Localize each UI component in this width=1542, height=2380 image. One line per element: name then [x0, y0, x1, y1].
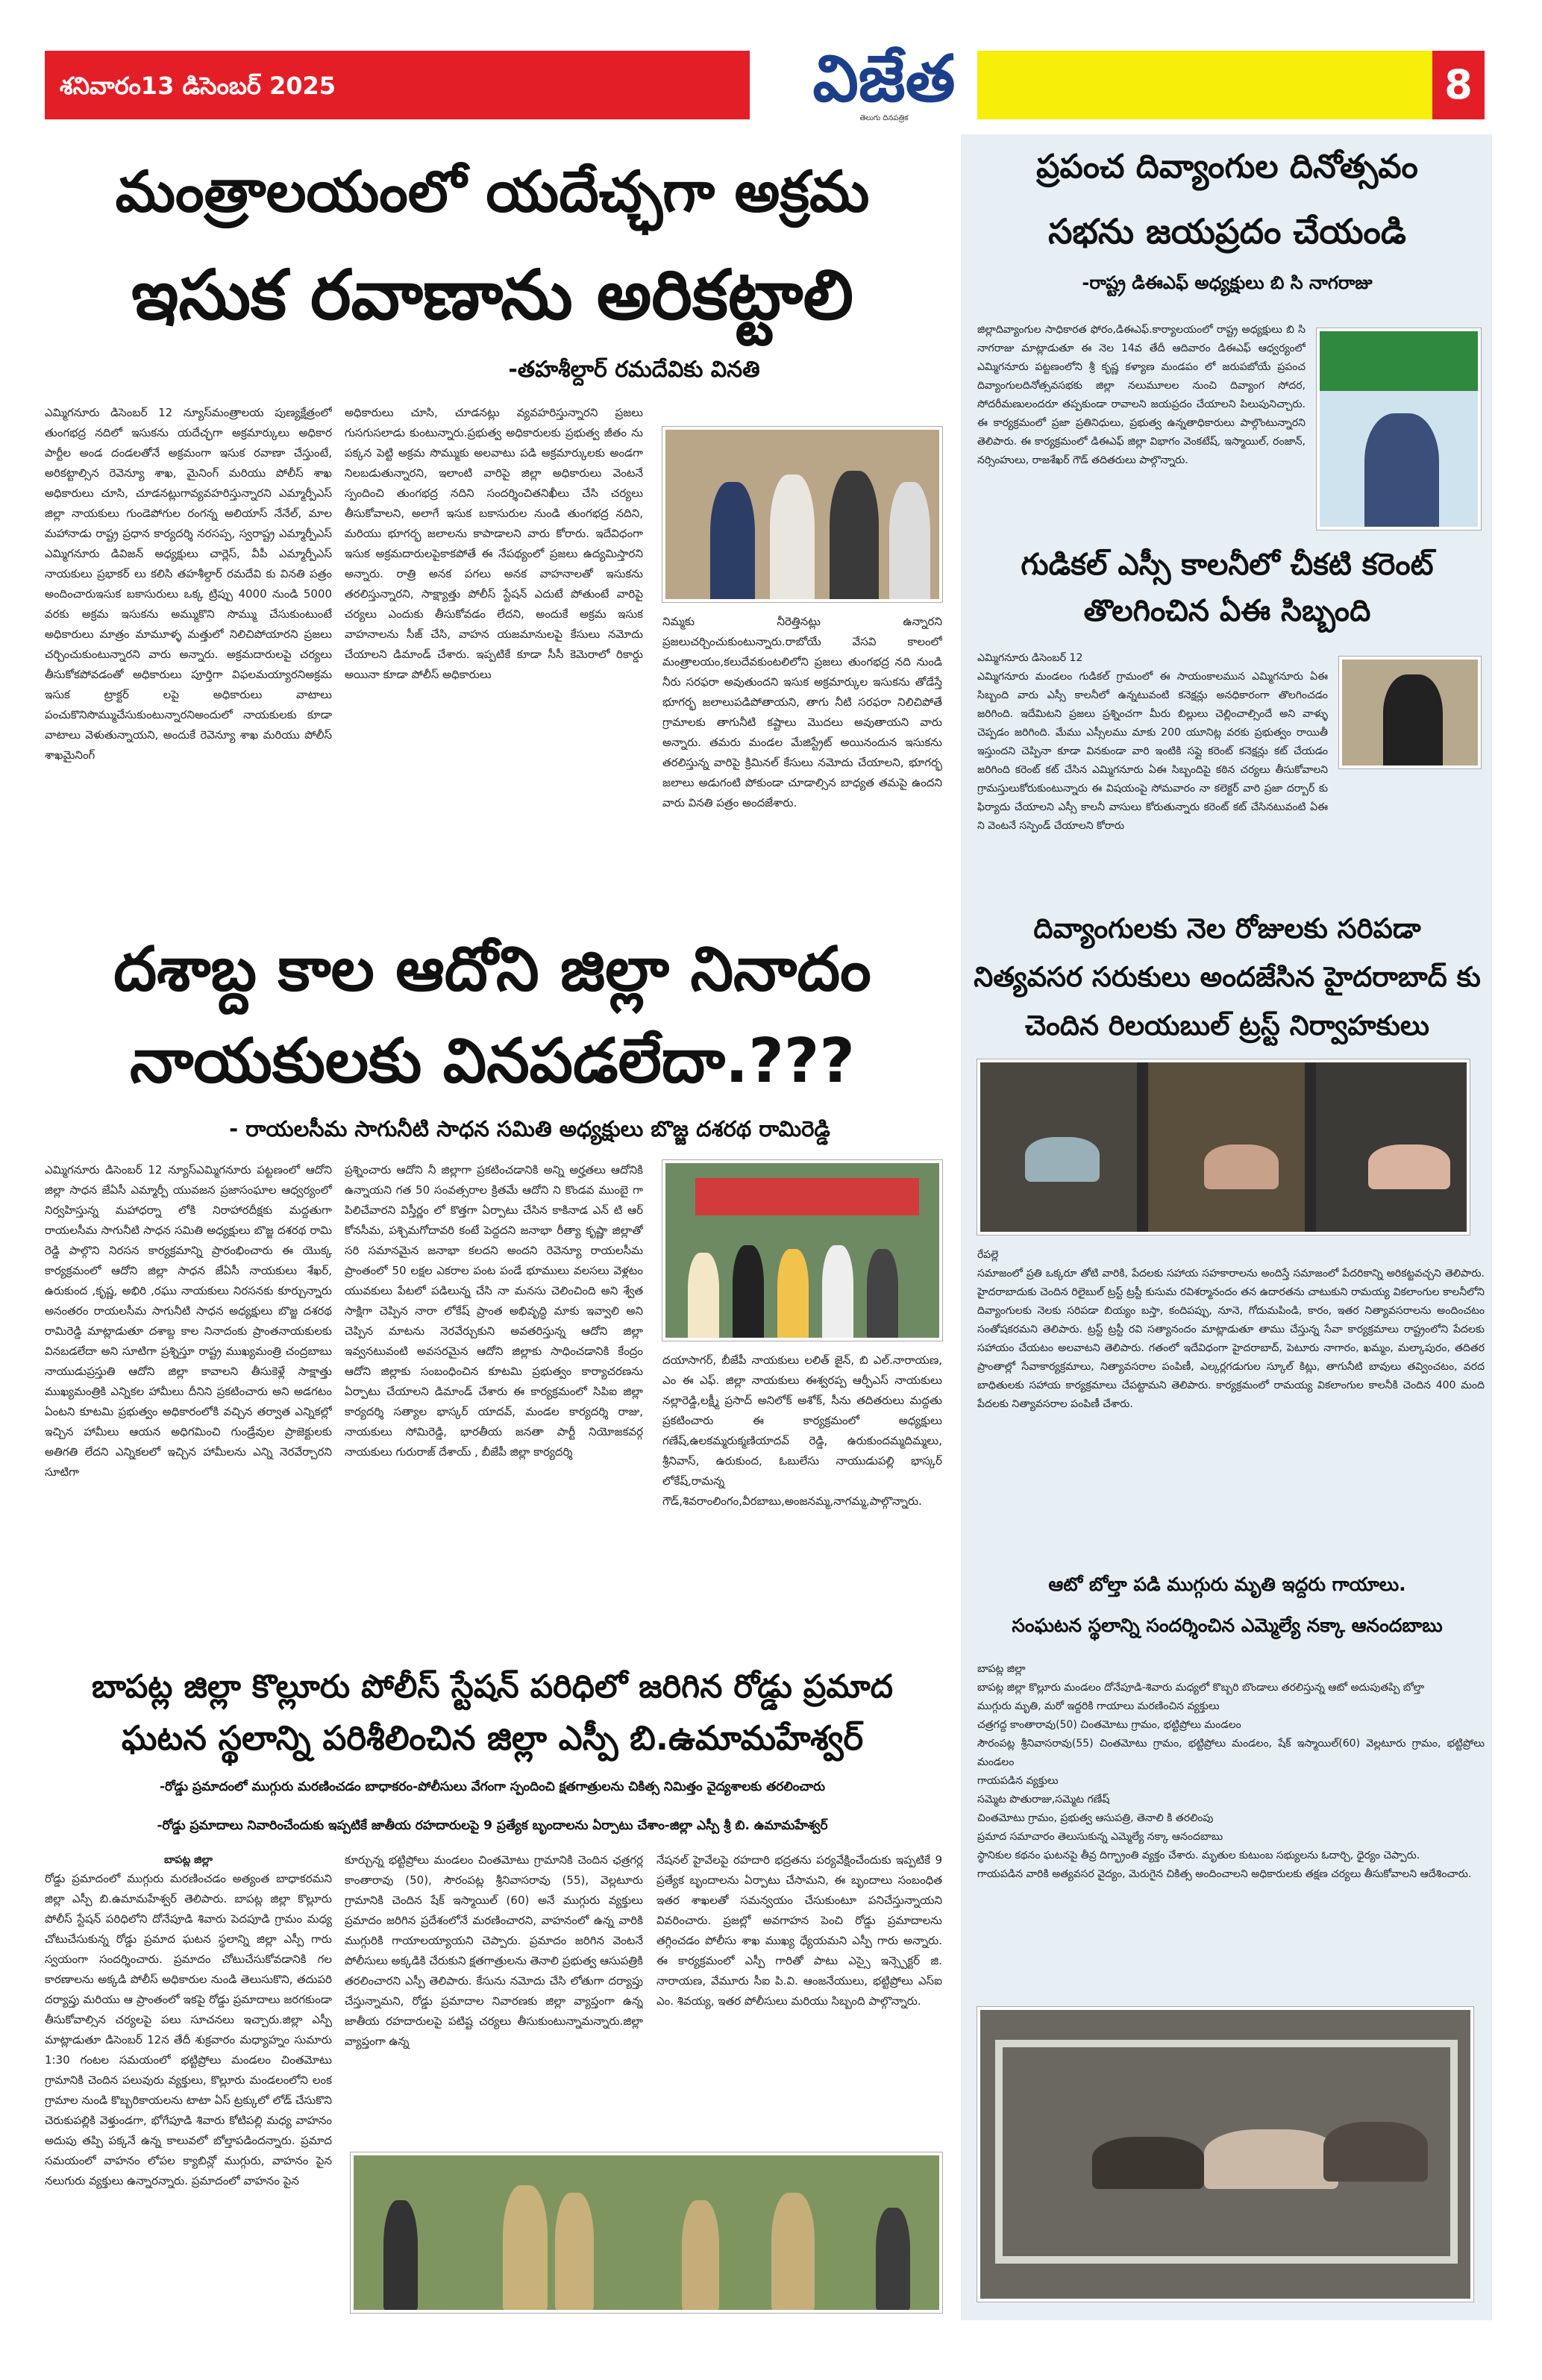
- article3-photo: [351, 2152, 942, 2313]
- article3-deck1: -రోడ్డు ప్రమాదంలో ముగ్గురు మరణించడం బాధాకరం-పోలీసులు వేగంగా స్పందించి క్షతగాత్రులను చికిత్స నిమిత్తం వైద్యశాలకు తరలించారు: [159, 1779, 826, 1794]
- article2-body-col2: ప్రశ్నించారు ఆదోని నీ జిల్లాగా ప్రకటించడానికి అన్ని అర్హతలు ఆదోనికి ఉన్నాయని గత 50 సంవత్సరాల క్రితమే ఆదోని ని కొండవ ముంబై గా పిలిచేవారని విస్తీర్ణం లో కొత్తగా ఏర్పాటు చేసిన కాకినాడ ఎన్ టి ఆర్ కోనసీమ, పశ్చిమగోదావరి కంటే పెద్దదని జనాభా రీత్యా కృష్ణా జిల్లాతో సరి సమానమైన జనాభా కలదని అందని రెవెన్యూ రాయలసీమ ప్రాంతంలో 50 లక్షల ఎకరాల పంట పండే భూములు వలసలు వెళ్లటం యువకులు పేటలో పడిలున్న చేసి నా మనసు చెలించింది అని శ్వేత సాక్షిగా చెప్పిన నారా లోకేష్ ప్రాంత అభివృద్ధి మాకు ఇవ్వాలి అని చెప్పిన మాటను నెరవేర్చుకుని అవతరిస్తున్న ఆదోని జిల్లా ఇవ్వనటువంటి అవసరమైన ఆదోని జిల్లాకు సాధించడానికి కేంద్రం ఆదోని జిల్లాకు సంబంధించిన కూటమి ప్రభుత్వం కార్యాచరణను ఏర్పాటు చేయాలని డిమాండ్ చేశారు ఈ కార్యక్రమంలో సిపిఐ జిల్లా కార్యదర్శి సత్యాల భాస్కర్ యాదవ్, మండల కార్యదర్శి రాజు, నాయకులు సోమిరెడ్డి, భారతీయ జనతా పార్టీ నియోజకవర్గ నాయకులు గురురాజ్ దేశాయ్ , బీజేపీ జిల్లా కార్యదర్శి: [345, 1163, 643, 1459]
- sidebar-story4-body: బాపట్ల జిల్లా బాపట్ల జిల్లా కొల్లూరు మండలం దోనేపూడి-శివారు మధ్యలో కొబ్బరి బొండాలు తరలిస్తున్న ఆటో అదుపుతప్పి బోల్తా ముగ్గురు మృతి, మరో ఇద్దరికి గాయాలు మరణించిన వ్యక్తులు చత్రగద్ద కాంతారావు(50) చింతమోటు గ్రామం, భట్టిప్రోలు మండలం సౌరంపట్ల శ్రీనివాసరావు(55) చింతమోటు గ్రామం, భట్టిప్రోలు మండలం, షేక్ ఇస్మాయిల్(60) వెల్లటూరు గ్రామం, భట్టిప్రోలు మండలం గాయపడిన వ్యక్తులు సమ్మెట పొతురాజు,సమ్మెట గణేష్ చింతమోటు గ్రామం, ప్రభుత్వ ఆసుపత్రి, తెనాలి కి తరలింపు ప్రమాద సమాచారం తెలుసుకున్న ఎమ్మెల్యే నక్కా ఆనందబాబు స్థానికుల కథనం ఘటనపై తీవ్ర దిగ్భ్రాంతి వ్యక్తం చేశారు. మృతుల కుటుంబ సభ్యులను ఓదార్చి, ధైర్యం చెప్పారు. గాయపడిన వారికి అత్యవసర వైద్యం, మెరుగైన చికిత్స అందించాలని అధికారులకు తక్షణ చర్యలు తీసుకోవాలని ఆదేశించారు.: [977, 1663, 1485, 1880]
- sidebar-story3-headline-line3: చెందిన రిలయబుల్ ట్రస్ట్ నిర్వాహకులు: [1025, 1009, 1429, 1042]
- masthead-yellow-band: [977, 51, 1432, 119]
- article1-body-col1: ఎమ్మిగనూరు డిసెంబర్ 12 న్యూస్‌మంత్రాలయ పుణ్యక్షేత్రంలో తుంగభద్ర నదిలో ఇసుకను యదేచ్ఛగా అక్రమార్కులు అధికార పార్టీల అండ దండలతోనే అక్రమంగా ఇసుక రవాణా చేస్తుంటే, అరికట్టాల్సిన రెవెన్యూ శాఖ, మైనింగ్ మరియు పోలీస్ శాఖ అధికారులు చూసి, చూడనట్లుగావ్యవహరిస్తున్నారని ఎమ్మార్పీఎస్ జిల్లా నాయకులు గుండెపోగుల రంగన్న అలియాస్ నేనేల్, మాల మహానాడు రాష్ట్ర ప్రధాన కార్యదర్శి నరసప్ప, స్వరాష్ట్ర ఎమ్మార్పీఎస్ ఎమ్మిగనూరు డివిజన్ అధ్యక్షులు చార్లెస్, వీపీ ఎమ్మార్పీఎస్ నాయకులు ప్రభాకర్ లు కలిసి తహశీల్దార్ రమదేవి కు వినతి పత్రం అందించారుఇసుక బకాసురులు ఒక్క ట్రిప్పు 4000 నుండి 5000 వరకు అక్రమ ఇసుకను అమ్ముకొని సొమ్ము చేసుకుంటుంటే అధికారులు మాత్రం మామూళ్ళ మత్తులో నిలిచిపోయారని ప్రజలు చర్చించుకుంటున్నారని వారు అన్నారు. అక్రమదారులపై చర్యలు తీసుకోకపోవడంతో అధికారులు పూర్తిగా విఫలమయ్యారనిఅక్రమ ఇసుక ట్రాక్టర్ లపై అధికారులు వాటాలు పంచుకొనిసొమ్ముచేసుకుంటున్నారనిఅందులో నాయకులకు కూడా వాటాలు వెళుతున్నాయని, అందుకే రెవెన్యూ శాఖ మరియు పోలీస్ శాఖమైనింగ్: [45, 406, 332, 762]
- article1-body-col2: అధికారులు చూసి, చూడనట్లు వ్యవహరిస్తున్నారని ప్రజలు గుసగుసలాడు కుంటున్నారు.ప్రభుత్వ అధికారులకు ప్రభుత్వ జీతం ను పక్కన పెట్టి అక్రమ సొమ్ముకు అలవాటు పడి అక్రమార్కులకు అండగా నిలబడుతున్నారని, ఇలాంటి వారిపై జిల్లా అధికారులు వెంటనే స్పందించి తుంగభద్ర నదిని సందర్శించితనిఖీలు చేసి చర్యలు తీసుకోవాలని, అలాగే ఇసుక బకాసురుల నుండి తుంగభద్ర నదిని, మరియు భూగర్భ జలాలను కాపాడాలని వారు కోరారు. ఇదేవిధంగా ఇసుక అక్రమదారులపైకాకపోతే ఈ నేపథ్యంలో ప్రజలు ఉద్యమిస్తారని అన్నారు. రాత్రి అనక పగలు అనక వాహనాలతో ఇసుకను తరలిస్తున్నారని, సాక్ష్యాత్తు పోలీస్ స్టేషన్ ఎదుటే పోతుంటే వారిపై చర్యలు ఎందుకు తీసుకోవడం లేదని, అందుకే అక్రమ ఇసుక వాహనాలను సీజ్ చేసి, వాహన యజమానులపై కేసులు నమోదు చేయాలని డిమాండ్ చేశారు. ఇప్పటికే కూడా సీసీ కెమెరాలో రికార్డు అయినా కూడా పోలీస్ అధికారులు: [345, 406, 643, 681]
- sidebar-story3-headline-line1: దివ్యాంగులకు నెల రోజులకు సరిపడా: [1033, 912, 1421, 945]
- article2-headline-line2: నాయకులకు వినపడలేదా.???: [130, 1026, 855, 1097]
- article1-headline-line1: మంత్రాలయంలో యదేచ్ఛగా అక్రమ: [115, 158, 870, 225]
- article1-photo: [662, 427, 942, 602]
- article2-photo: [662, 1160, 942, 1341]
- sidebar-story3-headline-line2: నిత్యవసర సరుకులు అందజేసిన హైదరాబాద్ కు: [974, 961, 1481, 993]
- article3-body-col2: కూర్చున్న భట్టిప్రోలు మండలం చింతమోటు గ్రామానికి చెందిన ఛత్రగర్ల కాంతారావు (50), సౌరంపట్ల శ్రీనివాసరావు (55), వెల్లటూరు గ్రామానికి చెందిన షేక్ ఇస్మాయిల్ (60) అనే ముగ్గురు వ్యక్తులు ప్రమాదం జరిగిన ప్రదేశంలోనే మరణించారని, వాహనంలో ఉన్న వారికి ముగ్గురికి గాయాలయ్యాయని చెప్పారు. ప్రమాదం జరిగిన వెంటనే పోలీసులు అక్కడికి చేరుకుని క్షతగాత్రులను తెనాలి ప్రభుత్వ ఆసుపత్రికి తరలించారని ఎస్పీ తెలిపారు. కేసును నమోదు చేసి లోతుగా దర్యాప్తు చేస్తున్నామని, రోడ్డు ప్రమాదాల నివారణకు జిల్లా వ్యాప్తంగా ఉన్న జాతీయ రహదారులపై పటిష్ట చర్యలు తీసుకుంటున్నామన్నారు.జిల్లా వ్యాప్తంగా ఉన్న: [345, 1853, 643, 2048]
- article2-headline-line1: దశాబ్ద కాల ఆదోని జిల్లా నినాదం: [113, 934, 871, 1005]
- sidebar-story2-body: ఎమ్మిగనూరు మండలం గుడికల్ గ్రామంలో ఈ సాయంకాలమున ఎమ్మిగనూరు ఏఈ సిబ్బంది వారు ఎస్సీ కాలనీలో ఉన్నటువంటి కనెక్షన్లు అనధికారంగా తొలగించడం జరిగింది. ఇదేమిటని ప్రజలు ప్రశ్నించగా మీరు బిల్లులు చెల్లించాల్సిందే అని వాళ్ళు చెప్పడం జరిగింది. మేము ఎస్సీలము మాకు 200 యూనిట్ల వరకు ప్రభుత్వం రాయితీ ఇస్తుందని చెప్పినా కూడా వినకుండా వారి ఇంటికి సప్లై కరెంట్ కనెక్షన్లు కట్ చేయడం జరిగింది కరెంట్ కట్ చేసిన ఎమ్మిగనూరు ఏఈ సిబ్బందిపై కఠిన చర్యలు తీసుకోవాలని గ్రామస్తులుకోరుకుంటున్నారు ఈ విషయంపై సోమవారం నా కలెక్టర్ వారి ప్రజా దర్బార్ కు ఫిర్యాదు చేయాలని ఎస్సీ కాలనీ వాసులు కోరుతున్నారు కరెంట్ కట్ చేసినటువంటి ఏఈ ని వెంటనే సస్పెండ్ చేయాలని కోరారు: [977, 671, 1328, 832]
- sidebar-story1-headline-line2: సభను జయప్రదం చేయండి: [1048, 211, 1406, 251]
- sidebar-story1-headline-line1: ప్రపంచ దివ్యాంగుల దినోత్సవం: [1036, 148, 1418, 186]
- article3-body-col3: నేషనల్ హైవేలపై రహదారి భద్రతను పర్యవేక్షించేందుకు ఇప్పటికే 9 ప్రత్యేక బృందాలను ఏర్పాటు చేసామని, ఈ బృందాలు సంబంధిత ఇతర శాఖలతో సమన్వయం చేసుకుంటూ పనిచేస్తున్నాయని వివరించారు. ప్రజల్లో అవగాహన పెంచి రోడ్డు ప్రమాదాలను తగ్గించడం పోలీసు శాఖ ముఖ్య ధ్యేయమని ఎస్పీ గారు అన్నారు. ఈ కార్యక్రమంలో ఎస్పీ గారితో పాటు ఎస్సై ఇన్స్పెక్టర్ జి. నారాయణ, వేమూరు సీఐ పి.వి. ఆంజనేయులు, భట్టిప్రోలు ఎస్ఐ ఎం. శివయ్య, ఇతర పోలీసులు మరియు సిబ్బంది పాల్గొన్నారు.: [656, 1853, 942, 2008]
- sidebar-story1-subhead: -రాష్ట్ర డిఈఎఫ్ అధ్యక్షులు బి సి నాగరాజు: [1082, 272, 1373, 293]
- logo-tagline: తెలుగు దినపత్రిక: [859, 114, 909, 122]
- sidebar-story1-photo: [1317, 328, 1481, 530]
- newspaper-logo[interactable]: [806, 41, 962, 134]
- article3-body-col1: రోడ్డు ప్రమాదంలో ముగ్గురు మరణించడం అత్యంత బాధాకరమని జిల్లా ఎస్పీ బి.ఉమామహేశ్వర్ తెలిపారు. బాపట్ల జిల్లా కొల్లూరు పోలీస్ స్టేషన్ పరిధిలోని దోనేపూడి శివారు పెదపూడి గ్రామం మధ్య చోటుచేసుకున్న రోడ్డు ప్రమాద ఘటన స్థలాన్ని జిల్లా ఎస్పీ గారు స్వయంగా సందర్శించారు. ప్రమాదం చోటుచేసుకోవడానికి గల కారణాలను అక్కడి పోలీస్ అధికారుల నుండి తెలుసుకొని, తదుపరి దర్యాప్తు మరియు ఆ ప్రాంతంలో ఇకపై రోడ్డు ప్రమాదాలు జరగకుండా తీసుకోవాల్సిన చర్యలపై పలు సూచనలు ఇచ్చారు.జిల్లా ఎస్పీ మాట్లాడుతూ డిసెంబర్ 12న తేదీ శుక్రవారం మధ్యాహ్నం సుమారు 1:30 గంటల సమయంలో భట్టిప్రోలు మండలం చింతమోటు గ్రామానికి చెందిన పలువురు వ్యక్తులు, కొల్లూరు మండలంలోని లంక గ్రామాల నుండి కొబ్బరికాయలను టాటా ఏస్ ట్రక్కులో లోడ్ చేసుకొని చెరుకుపల్లికి వెళ్తుండగా, భోగేపూడి శివారు కోటిపల్లి మధ్య వాహనం అదుపు తప్పి పక్కనే ఉన్న కాలువలో బోల్తాపడిందన్నారు. ప్రమాద సమయంలో వాహనం లోపల క్యాబిన్లో ముగ్గురు, వాహనం పైన నలుగురు వ్యక్తులు ఉన్నారన్నారు. ప్రమాదంలో వాహనం పైన: [45, 1872, 332, 2188]
- article3-headline-line2: ఘటన స్థలాన్ని పరిశీలించిన జిల్లా ఎస్పీ బి.ఉమామహేశ్వర్: [121, 1718, 864, 1758]
- sidebar-story2-photo: [1339, 657, 1481, 768]
- sidebar-story3-body: సమాజంలో ప్రతి ఒక్కరూ తోటి వారికి, పేదలకు సహాయ సహకారాలను అందిస్తే సమాజంలో పేదరికాన్ని అరికట్టవచ్చని తెలిపారు. హైదరాబాదుకు చెందిన రిలైబుల్ ట్రస్ట్ ట్రస్టీ కుసుమ రవిశర్మానందం తన ఉదారతను చాటుకుని రామయ్య వికలాంగుల కాలనీలోని దివ్యాంగులకు నెలకు సరిపడా బియ్యం బస్తా, కందిపప్పు, నూనె, గోదుమపిండి, కారం, ఇతర నిత్యావసరాలను అందించటం సంతోషకరమని తెలిపారు. ట్రస్ట్ ట్రస్టీ రవి సత్యానందం మాట్లాడుతూ తాము చేస్తున్న సేవా కార్యక్రమాలు రాష్ట్రంలోని పేదలకు సహాయం చేయటం అలవాటని తెలిపారు. గతంలో ఇదేవిధంగా హైదరాబాద్, పెటూరు నాగారం, ఖమ్మం, మల్కాపురం, తదితర ప్రాంతాల్లో సేవాకార్యక్రమాలు, నిత్యావసరాల పంపిణీ, ఎల్కర్లగడుగుల స్కూల్ కిట్లు, తాగునీటి బావులు తవ్వించటం, వరద బాధితులకు సహాయ కార్యక్రమాలు చేపట్టామని తెలిపారు. కార్యక్రమంలో రామయ్య వికలాంగుల కాలనీకి చెందిన 400 మంది పేదలకు నిత్యావసరాల పంపిణీ చేశారు.: [977, 1268, 1485, 1410]
- article1-headline-line2: ఇసుక రవాణాను అరికట్టాలి: [131, 255, 853, 335]
- sidebar-story1-body: జిల్లాదివ్యాంగుల సాధికారత ఫోరం,డిఈఎఫ్.కార్యాలయంలో రాష్ట్ర అధ్యక్షులు బి సి నాగరాజు మాట్లాడుతూ ఈ నెల 14వ తేదీ ఆదివారం డిఈఎఫ్ ఆధ్వర్యంలో ఎమ్మిగనూరు పట్టణంలోని శ్రీ కృష్ణ కళ్యాణ మండపం లో జరుపబోయే ప్రపంచ దివ్యాంగులదినోత్సవసభకు జిల్లా నలుమూలల నుంచి దివ్యాంగ సోదర, సోదరీమణులందరూ తప్పకుండా రావాలని జయప్రదం చేయాలని పిలుపునిచ్చారు. ఈ కార్యక్రమంలో ప్రజా ప్రతినిధులు, ప్రభుత్వ ఉన్నతాధికారులు పాల్గొంటున్నారని తెలిపారు. ఈ కార్యక్రమంలో డిఈఎఫ్ జిల్లా విభాగం వెంకటేష్, ఇస్మాయిల్, రంజాన్, నర్సింహులు, రాజశేఖర్ గౌడ్ తదితరులు పాల్గొన్నారు.: [977, 324, 1306, 466]
- sidebar-story2-headline-line1: గుడికల్ ఎస్సీ కాలనీలో చీకటి కరెంట్: [1021, 548, 1434, 582]
- sidebar-story2-dateline: ఎమ్మిగనూరు డిసెంబర్ 12: [977, 652, 1083, 664]
- issue-date: శనివారం13 డిసెంబర్ 2025: [60, 72, 336, 100]
- sidebar-story4-headline-line2: సంఘటన స్థలాన్ని సందర్శించిన ఎమ్మెల్యే నక్కా ఆనందబాబు: [1012, 1615, 1443, 1636]
- sidebar-story3-dateline: రేపల్లె: [977, 1249, 999, 1261]
- sidebar-story4-headline-line1: ఆటో బోల్తా పడి ముగ్గురు మృతి ఇద్దరు గాయాలు.: [1048, 1573, 1406, 1595]
- article1-subhead: -తహశీల్దార్ రమదేవికు వినతి: [508, 357, 760, 383]
- page-number: 8: [1432, 51, 1485, 119]
- article2-subhead: - రాయలసీమ సాగునీటి సాధన సమితి అధ్యక్షులు బొజ్జ దశరథ రామిరెడ్డి: [229, 1116, 830, 1142]
- sidebar-story3-photo: [977, 1059, 1470, 1235]
- article2-body-col1: ఎమ్మిగనూరు డిసెంబర్ 12 న్యూస్ఎమ్మిగనూరు పట్టణంలో ఆదోని జిల్లా సాధన జేఏసీ ఎమ్మార్పీ యువజన ప్రజాసంఘాల ఆధ్వర్యంలో నిర్వహిస్తున్న మహాధర్నా లోకి నిరాహారదీక్షకు మద్దతుగా రాయలసీమ సాగునీటి సాధన సమితి అధ్యక్షులు బొజ్జ దశరథ రామి రెడ్డి పాల్గొని నిరసన కార్యక్రమాన్ని ప్రారంభించారు ఈ యొక్క కార్యక్రమంలో ఆదోని జిల్లా సాధన జేఏసీ నాయకులు శేఖర్, ఉరుకుంద ,కృష్ణ, అభిరి ,రఘు నాయకులు నిరసనకు కూర్చున్నారు అనంతరం రాయలసీమ సాగునీటి సాధన అధ్యక్షులు బొజ్జ దశరథ రామిరెడ్డి మాట్లాడుతూ దశాబ్ద కాల నినాదంకు ప్రాంతనాయకులకు వినబడలేదా అని సూటిగా ప్రశ్నిస్తూ రాష్ట్ర ముఖ్యమంత్రి చంద్రబాబు నాయుడుప్రస్తుతి ఆదోని జిల్లా కావాలని తీసుకెళ్లే సాక్షాత్తు ముఖ్యమంత్రికి ఎన్నికల హామీలు దీనిని ప్రకటించారు అని అడగటం ఏంటని కూటమి ప్రభుత్వం అధికారంలోకి వచ్చిన తర్వాత ఎన్నికల్లో ఇచ్చిన హామీలు ఆయన అధిగమించి గుండ్రేవుల ప్రాజెక్టులకు అతిగతి లేదని ఎన్నికలలో ఇచ్చిన హామీలను ఎన్ని నెరవేర్చారని సూటిగా: [45, 1163, 332, 1479]
- sidebar-story4-photo: [977, 2007, 1473, 2302]
- article3-dateline: బాపట్ల జిల్లా: [163, 1854, 213, 1866]
- article3-deck2: -రోడ్డు ప్రమాదాలు నివారించేందుకు ఇప్పటికే జాతీయ రహదారులపై 9 ప్రత్యేక బృందాలను ఏర్పాటు చేశాం-జిల్లా ఎస్పీ శ్రీ బి. ఉమామహేశ్వర్: [157, 1818, 828, 1833]
- article3-headline-line1: బాపట్ల జిల్లా కొల్లూరు పోలీస్ స్టేషన్ పరిధిలో జరిగిన రోడ్డు ప్రమాద: [91, 1668, 894, 1706]
- sidebar-story2-headline-line2: తొలగించిన ఏఈ సిబ్బంది: [1083, 594, 1371, 628]
- article1-body-col3: నిమ్మకు నీరెత్తినట్లు ఉన్నారని ప్రజలుచర్చించుకుంటున్నారు.రాబోయే వేసవి కాలంలో మంత్రాలయం,కలుదేవకుంటలిలోని ప్రజలు తుంగభద్ర నది నుండి నీరు సరఫరా అవుతుందని ఇసుక అక్రమార్కుల ఇసుకను తోడేస్తే భూగర్భ జలాలుపడిపోతాయని, తాగు నీటి సరఫరా నిలిచిపోతే గ్రామాలకు తాగునీటి కష్టాలు మొదలు అవుతాయని వారు అన్నారు. తమరు మండల మేజిస్ట్రేట్ అయినందున ఇసుకను తరలిస్తున్న వారిపై క్రిమినల్ కేసులు నమోదు చేయాలని, భూగర్భ జలాలు అడుగంటి పోకుండా చూడాల్సిన బాధ్యత తమపై ఉందని వారు వినతి పత్రం అందజేశారు.: [662, 615, 942, 809]
- logo-wordmark: విజేత: [812, 41, 956, 116]
- article2-body-col3: దయాసాగర్, బీజేపీ నాయకులు లలిత్ జైన్, బి ఎల్.నారాయణ, ఎం ఈ ఎఫ్. జిల్లా నాయకులు ఈశ్వరప్ప ఆర్పీఎస్ నాయకులు నల్లారెడ్డి,లక్ష్మీ ప్రసాద్ అనిలోక్ అశోక్, సీను తదితరులు మద్దతు ప్రకటించారు ఈ కార్యక్రమంలో అధ్యక్షులు గణేష్,ఉలకమ్మరుక్మణియాదవ్ రెడ్డి, ఉరుకుందమ్మదిమ్మలు, శ్రీనివాస్, ఉరుకుంద, ఓబులేసు నాయుడుపల్లి భాస్కర్ లోకేష్,రామన్న గౌడ్,శివరాంలింగం,వీరబాబు,అంజనమ్మ,నాగమ్మ,పాల్గొన్నారు.: [662, 1353, 942, 1508]
